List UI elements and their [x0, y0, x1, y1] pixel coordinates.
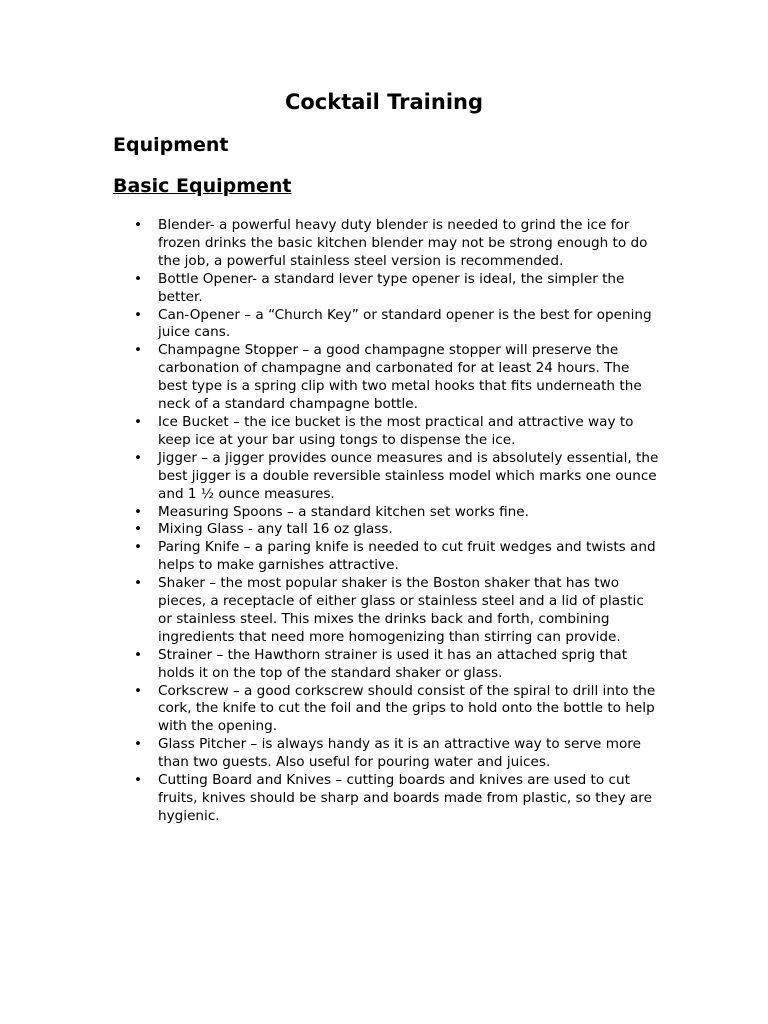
bullet-icon: •	[134, 503, 143, 520]
subsection-heading: Basic Equipment	[113, 175, 292, 197]
list-item-text: Measuring Spoons – a standard kitchen set works fine.	[158, 503, 529, 520]
bullet-icon: •	[134, 772, 143, 789]
list-item-text: Cutting Board and Knives – cutting boards and knives are used to cut fruits, knives should be sharp and boards made from plastic, so they are hygienic.	[158, 772, 652, 824]
list-item	[131, 450, 661, 504]
list-item	[131, 647, 661, 683]
bullet-icon: •	[134, 306, 143, 323]
list-item	[131, 307, 661, 343]
list-item	[131, 521, 661, 539]
bullet-icon: •	[134, 270, 143, 287]
list-item-text: Blender- a powerful heavy duty blender is needed to grind the ice for frozen drinks the basic kitchen blender may not be strong enough to do the job, a powerful stainless steel version is recommended.	[158, 217, 648, 269]
list-item	[131, 504, 661, 522]
list-item	[131, 683, 661, 737]
bullet-icon: •	[134, 449, 143, 466]
document-title: Cocktail Training	[284, 90, 484, 114]
list-item-text: Jigger – a jigger provides ounce measures and is absolutely essential, the best jigger is a double reversible stainless model which marks one ounce and 1 ½ ounce measures.	[158, 449, 659, 502]
list-item	[131, 342, 661, 414]
list-item	[131, 539, 661, 575]
bullet-icon: •	[134, 575, 143, 592]
list-item-text: Corkscrew – a good corkscrew should consist of the spiral to drill into the cork, the knife to cut the foil and the grips to hold onto the bottle to help with the opening.	[158, 682, 656, 735]
list-item-text: Bottle Opener- a standard lever type opener is ideal, the simpler the better.	[158, 270, 625, 305]
list-item-text: Shaker – the most popular shaker is the Boston shaker that has two pieces, a receptacle of either glass or stainless steel and a lid of plastic or stainless steel. This mixes the drinks back and forth, combining ingredients that need more homogenizing than stirring can provide.	[158, 575, 644, 645]
list-item-text: Can-Opener – a “Church Key” or standard opener is the best for opening juice cans.	[158, 306, 652, 341]
list-item	[131, 736, 661, 772]
list-item	[131, 772, 661, 826]
bullet-icon: •	[134, 539, 143, 556]
list-item-text: Paring Knife – a paring knife is needed to cut fruit wedges and twists and helps to make garnishes attractive.	[158, 539, 656, 574]
list-item-text: Glass Pitcher – is always handy as it is an attractive way to serve more than two guests. Also useful for pouring water and juices.	[158, 736, 641, 771]
list-item-text: Ice Bucket – the ice bucket is the most practical and attractive way to keep ice at your bar using tongs to dispense the ice.	[158, 413, 634, 448]
section-heading: Equipment	[113, 134, 229, 156]
list-item	[131, 414, 661, 450]
bullet-icon: •	[134, 736, 143, 753]
bullet-icon: •	[134, 413, 143, 430]
bullet-icon: •	[134, 217, 143, 233]
bullet-icon: •	[134, 682, 143, 699]
bullet-icon: •	[134, 521, 143, 538]
list-item-text: Strainer – the Hawthorn strainer is used it has an attached sprig that holds it on the top of the standard shaker or glass.	[158, 646, 628, 681]
bullet-icon: •	[134, 342, 143, 359]
list-item-text: Mixing Glass - any tall 16 oz glass.	[158, 521, 393, 538]
bullet-icon: •	[134, 646, 143, 663]
equipment-list	[131, 217, 661, 826]
list-item-text: Champagne Stopper – a good champagne stopper will preserve the carbonation of champagne and carbonated for at least 24 hours. The best type is a spring clip with two metal hooks that fits underneath the neck of a standard champagne bottle.	[158, 342, 642, 413]
list-item	[131, 271, 661, 307]
list-item	[131, 217, 661, 271]
list-item	[131, 575, 661, 647]
